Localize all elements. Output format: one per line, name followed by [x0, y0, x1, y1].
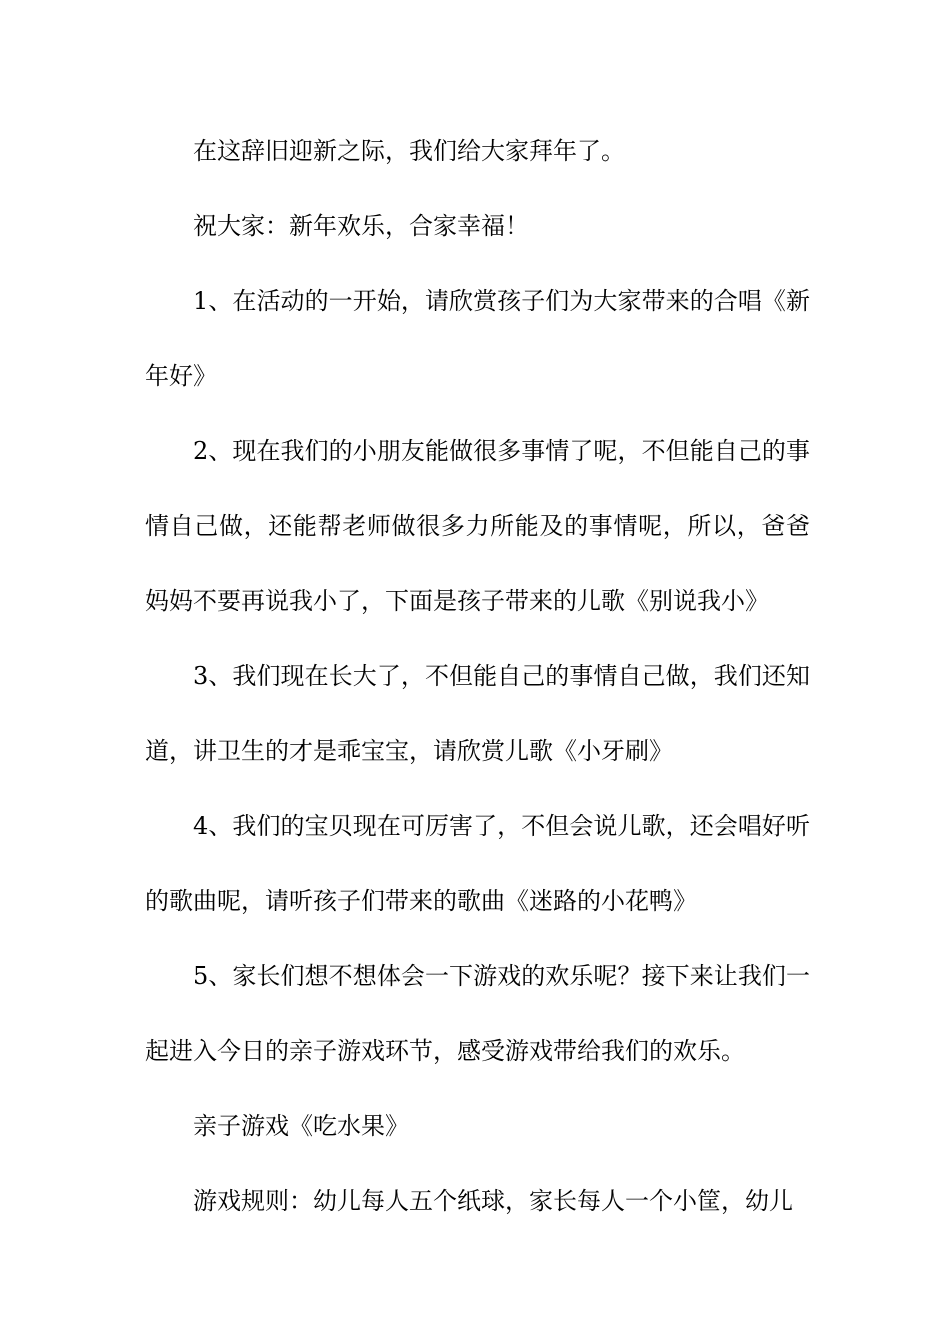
- paragraph-item-4: 4、我们的宝贝现在可厉害了，不但会说儿歌，还会唱好听的歌曲呢，请听孩子们带来的歌曲《迷路的小花鸭》: [145, 812, 810, 915]
- paragraph-game-rules: 游戏规则：幼儿每人五个纸球，家长每人一个小筐，幼儿: [193, 1187, 793, 1215]
- paragraph-item-1: 1、在活动的一开始，请欣赏孩子们为大家带来的合唱《新年好》: [145, 287, 810, 390]
- paragraph-wishes: 祝大家：新年欢乐，合家幸福！: [193, 212, 529, 240]
- paragraph-item-5: 5、家长们想不想体会一下游戏的欢乐呢？接下来让我们一起进入今日的亲子游戏环节，感受游戏带给我们的欢乐。: [145, 962, 810, 1065]
- paragraph-item-3: 3、我们现在长大了，不但能自己的事情自己做，我们还知道，讲卫生的才是乖宝宝，请欣赏儿歌《小牙刷》: [145, 662, 810, 765]
- paragraph-game-title: 亲子游戏《吃水果》: [193, 1112, 409, 1140]
- paragraph-item-2: 2、现在我们的小朋友能做很多事情了呢，不但能自己的事情自己做，还能帮老师做很多力所能及的事情呢，所以，爸爸妈妈不要再说我小了，下面是孩子带来的儿歌《别说我小》: [145, 437, 810, 615]
- paragraph-new-year-greeting: 在这辞旧迎新之际，我们给大家拜年了。: [193, 137, 625, 165]
